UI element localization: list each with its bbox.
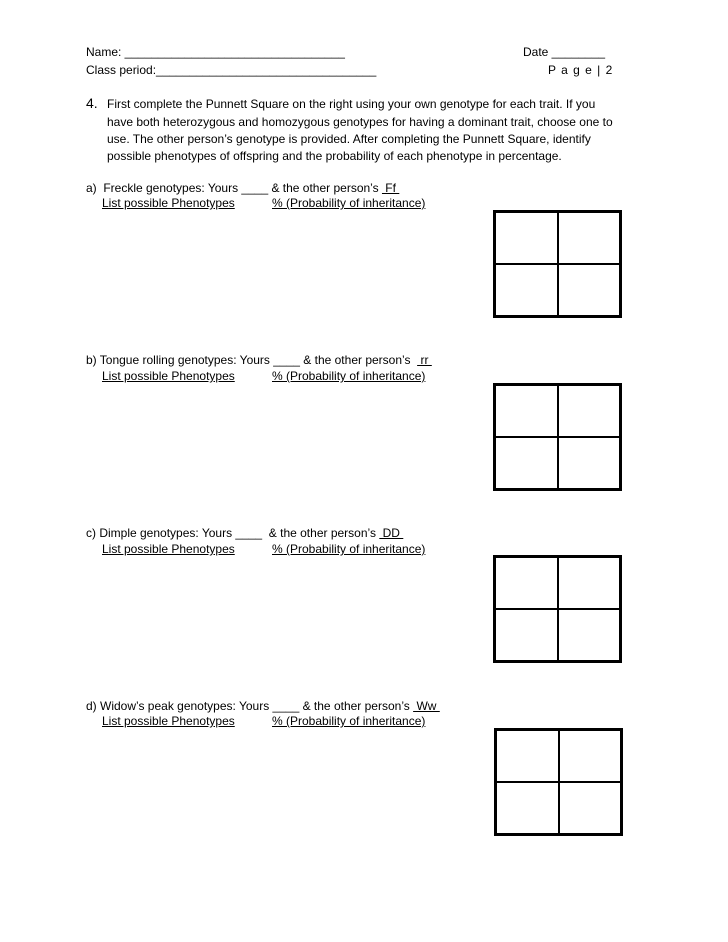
trait-c-prompt <box>86 525 403 541</box>
punnett-cell[interactable] <box>558 437 621 489</box>
punnett-square-b <box>493 383 622 491</box>
trait-b-probability-header: % (Probability of inheritance) <box>272 369 426 383</box>
trait-d-genotype: Ww <box>413 699 440 713</box>
punnett-cell[interactable] <box>495 264 558 316</box>
trait-a-probability-header: % (Probability of inheritance) <box>272 196 426 210</box>
punnett-cell[interactable] <box>495 385 558 437</box>
punnett-cell[interactable] <box>496 782 559 834</box>
punnett-cell[interactable] <box>496 730 559 782</box>
trait-a-genotype: Ff <box>381 181 400 195</box>
date-field[interactable]: Date ________ <box>523 45 606 59</box>
punnett-cell[interactable] <box>559 730 622 782</box>
punnett-cell[interactable] <box>558 385 621 437</box>
punnett-cell[interactable] <box>559 782 622 834</box>
punnett-cell[interactable] <box>495 557 558 609</box>
punnett-cell[interactable] <box>558 557 621 609</box>
punnett-square-a <box>493 210 622 318</box>
trait-c-genotype: DD <box>379 526 404 540</box>
page-number: P a g e | 2 <box>548 63 614 77</box>
trait-d-probability-header: % (Probability of inheritance) <box>272 714 426 728</box>
punnett-cell[interactable] <box>558 264 621 316</box>
question-line-2: have both heterozygous and homozygous genotypes for having a dominant trait, choose one to <box>107 115 613 129</box>
punnett-square-c <box>493 555 622 663</box>
trait-a-prompt <box>86 180 399 196</box>
question-line-3: use. The other person’s genotype is provided. After completing the Punnett Square, identify <box>107 132 591 146</box>
trait-d-phenotypes-header: List possible Phenotypes <box>102 714 235 728</box>
trait-d-label: d) Widow’s peak genotypes: Yours ____ & the other person’s <box>86 699 414 713</box>
punnett-square-d <box>494 728 623 836</box>
trait-a-phenotypes-header: List possible Phenotypes <box>102 196 235 210</box>
trait-d-prompt <box>86 698 440 714</box>
question-line-1: First complete the Punnett Square on the right using your own genotype for each trait. If you <box>107 97 596 111</box>
class-period-field[interactable]: Class period:_________________________________ <box>86 63 377 77</box>
punnett-cell[interactable] <box>495 212 558 264</box>
name-field[interactable]: Name: _________________________________ <box>86 45 345 59</box>
trait-b-phenotypes-header: List possible Phenotypes <box>102 369 235 383</box>
punnett-cell[interactable] <box>558 609 621 661</box>
trait-b-genotype: rr <box>417 353 432 367</box>
trait-c-probability-header: % (Probability of inheritance) <box>272 542 426 556</box>
trait-c-label: c) Dimple genotypes: Yours ____ & the other person’s <box>86 526 380 540</box>
punnett-cell[interactable] <box>495 437 558 489</box>
trait-c-phenotypes-header: List possible Phenotypes <box>102 542 235 556</box>
punnett-cell[interactable] <box>495 609 558 661</box>
trait-a-label: a) Freckle genotypes: Yours ____ & the other person’s <box>86 181 382 195</box>
question-number: 4. <box>86 95 98 111</box>
punnett-cell[interactable] <box>558 212 621 264</box>
trait-b-prompt <box>86 352 432 368</box>
question-line-4: possible phenotypes of offspring and the probability of each phenotype in percentage. <box>107 149 562 163</box>
trait-b-label: b) Tongue rolling genotypes: Yours ____ & the other person’s <box>86 353 418 367</box>
